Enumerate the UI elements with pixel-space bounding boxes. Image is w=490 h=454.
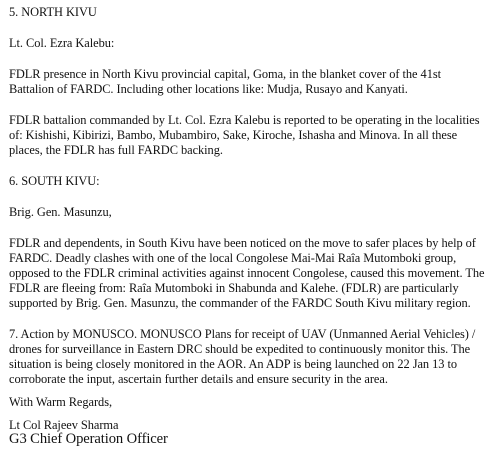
paragraph-line: opposed to the FDLR criminal activities against innocent Congolese, caused this movement. The [9,266,485,280]
signature-title: G3 Chief Operation Officer [9,431,168,447]
paragraph-line: FDLR presence in North Kivu provincial capital, Goma, in the blanket cover of the 41st [9,67,442,81]
paragraph-line: Battalion of FARDC. Including other locations like: Mudja, Rusayo and Kanyati. [9,82,408,96]
paragraph-line: FDLR battalion commanded by Lt. Col. Ezra Kalebu is reported to be operating in the localities [9,113,480,127]
signature-name: Lt Col Rajeev Sharma [9,418,119,432]
officer-south-kivu: Brig. Gen. Masunzu, [9,205,112,219]
section-heading-south-kivu: 6. SOUTH KIVU: [9,174,100,188]
paragraph-line: places, the FDLR has full FARDC backing. [9,143,223,157]
paragraph-line: corroborate the input, ascertain further details and ensure security in the area. [9,372,388,386]
paragraph-line: FARDC. Deadly clashes with one of the local Congolese Mai-Mai Raîa Mutomboki group, [9,251,457,265]
paragraph-line: supported by Brig. Gen. Masunzu, the commander of the FARDC South Kivu military region. [9,296,471,310]
paragraph-line: FDLR and dependents, in South Kivu have been noticed on the move to safer places by help of [9,236,476,250]
paragraph-line: situation is being closely monitored in the AOR. An ADP is being launched on 22 Jan 13 to [9,357,458,371]
paragraph-line: of: Kishishi, Kibirizi, Bambo, Mubambiro, Sake, Kiroche, Ishasha and Minova. In all these [9,128,458,142]
section-heading-north-kivu: 5. NORTH KIVU [9,5,97,19]
paragraph-line: FDLR are fleeing from: Raîa Mutomboki in Shabunda and Kalehe. (FDLR) are particularly [9,281,459,295]
paragraph-line: 7. Action by MONUSCO. MONUSCO Plans for receipt of UAV (Unmanned Aerial Vehicles) / [9,327,476,341]
officer-north-kivu: Lt. Col. Ezra Kalebu: [9,36,115,50]
closing: With Warm Regards, [9,395,113,409]
paragraph-line: drones for surveillance in Eastern DRC should be expedited to continuously monitor this. The [9,342,471,356]
